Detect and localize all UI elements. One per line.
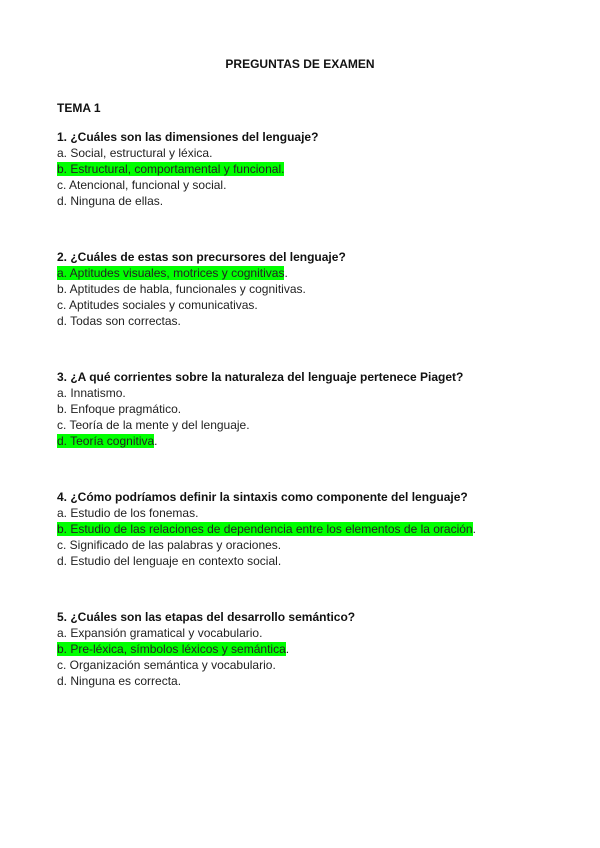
option-text: d. Ninguna es correcta.	[57, 674, 182, 688]
answer-option	[57, 505, 577, 521]
option-suffix: .	[154, 434, 158, 448]
answer-option	[57, 417, 577, 433]
question-block	[57, 609, 577, 689]
option-text: b. Estructural, comportamental y funcional.	[57, 162, 285, 176]
option-suffix: .	[285, 642, 290, 656]
option-text: d. Teoría cognitiva	[57, 434, 155, 448]
answer-option	[57, 401, 577, 417]
answer-option	[57, 537, 577, 553]
option-text: a. Aptitudes visuales, motrices y cognitivas	[57, 266, 285, 280]
answer-option-correct	[57, 521, 577, 537]
answer-option	[57, 385, 577, 401]
question-text: 3. ¿A qué corrientes sobre la naturaleza del lenguaje pertenece Piaget?	[57, 370, 464, 384]
answer-option	[57, 297, 577, 313]
option-text: c. Atencional, funcional y social.	[57, 178, 227, 192]
option-text: b. Aptitudes de habla, funcionales y cognitivas.	[57, 282, 306, 296]
answer-option	[57, 553, 577, 569]
document-title: PREGUNTAS DE EXAMEN	[225, 57, 375, 71]
answer-option	[57, 625, 577, 641]
option-text: d. Estudio del lenguaje en contexto social.	[57, 554, 282, 568]
answer-option	[57, 657, 577, 673]
question-text: 5. ¿Cuáles son las etapas del desarrollo semántico?	[57, 610, 356, 624]
option-text: b. Pre-léxica, símbolos léxicos y semántica	[57, 642, 286, 656]
option-suffix: .	[472, 522, 476, 536]
option-text: b. Estudio de las relaciones de dependencia entre los elementos de la oración	[57, 522, 473, 536]
question-text: 1. ¿Cuáles son las dimensiones del lenguaje?	[57, 130, 319, 144]
answer-option	[57, 313, 577, 329]
question-text: 2. ¿Cuáles de estas son precursores del lenguaje?	[57, 250, 346, 264]
option-text: c. Significado de las palabras y oraciones.	[57, 538, 282, 552]
answer-option	[57, 281, 577, 297]
answer-option-correct	[57, 265, 577, 281]
section-heading: TEMA 1	[57, 101, 101, 115]
option-suffix: .	[284, 266, 288, 280]
answer-option-correct	[57, 641, 577, 657]
answer-option-correct	[57, 433, 577, 449]
answer-option	[57, 145, 577, 161]
question-block	[57, 369, 577, 449]
answer-option	[57, 193, 577, 209]
option-text: a. Expansión gramatical y vocabulario.	[57, 626, 263, 640]
question-block	[57, 249, 577, 329]
question-block	[57, 129, 577, 209]
option-text: a. Social, estructural y léxica.	[57, 146, 213, 160]
answer-option-correct	[57, 161, 577, 177]
answer-option	[57, 177, 577, 193]
question-block	[57, 489, 577, 569]
option-text: d. Todas son correctas.	[57, 314, 181, 328]
question-text: 4. ¿Cómo podríamos definir la sintaxis como componente del lenguaje?	[57, 490, 468, 504]
option-text: c. Organización semántica y vocabulario.	[57, 658, 276, 672]
option-text: d. Ninguna de ellas.	[57, 194, 164, 208]
option-text: a. Innatismo.	[57, 386, 126, 400]
option-text: a. Estudio de los fonemas.	[57, 506, 199, 520]
option-text: c. Aptitudes sociales y comunicativas.	[57, 298, 258, 312]
answer-option	[57, 673, 577, 689]
option-text: b. Enfoque pragmático.	[57, 402, 182, 416]
option-text: c. Teoría de la mente y del lenguaje.	[57, 418, 250, 432]
